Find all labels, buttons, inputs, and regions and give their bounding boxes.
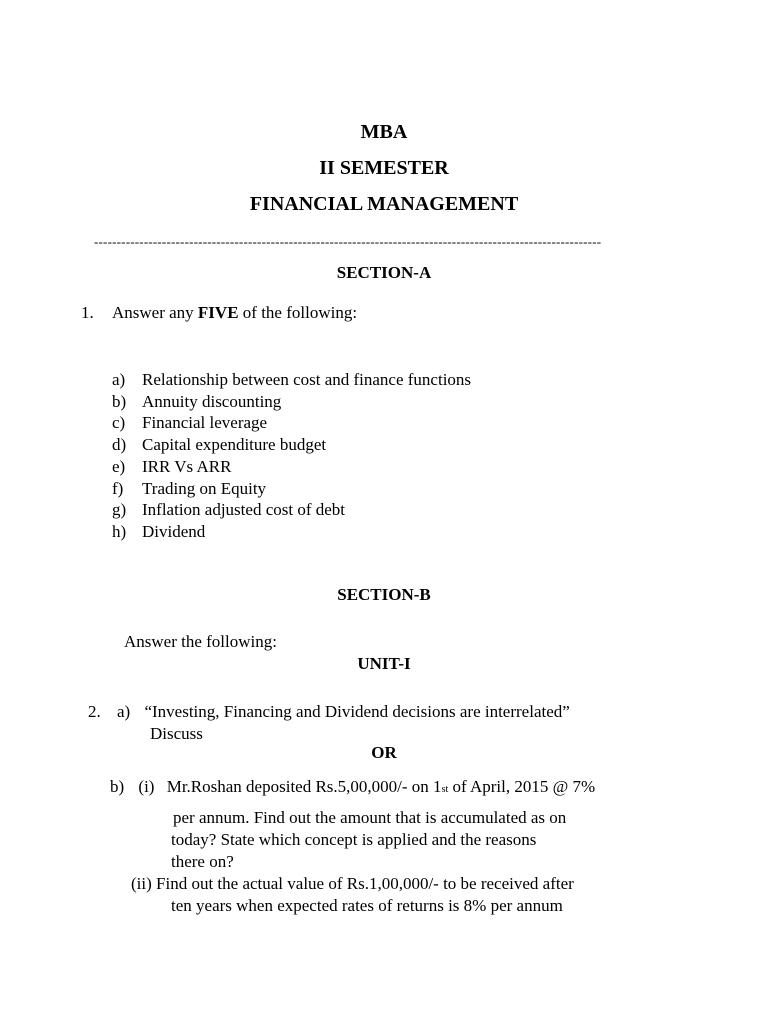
list-item-c <box>112 413 267 433</box>
list-marker: g) <box>112 500 127 519</box>
list-item-a <box>112 370 471 390</box>
sub-question-marker: a) <box>117 702 131 721</box>
question-1 <box>81 303 357 323</box>
question-1-emphasis: FIVE <box>197 303 239 322</box>
list-item-f <box>112 479 266 499</box>
or-separator: OR <box>371 743 397 762</box>
question-2b-ii-line2: ten years when expected rates of returns is 8% per annum <box>171 896 563 915</box>
question-2b-i <box>110 777 595 797</box>
list-item-text: Trading on Equity <box>142 479 267 498</box>
list-item-text: Financial leverage <box>142 413 268 432</box>
list-item-h <box>112 522 205 542</box>
question-number: 1. <box>81 303 94 322</box>
list-item-text: IRR Vs ARR <box>142 457 232 476</box>
question-2a-text: “Investing, Financing and Dividend decisions are interrelated” <box>144 702 570 721</box>
list-item-text: Capital expenditure budget <box>142 435 327 454</box>
list-item-e <box>112 457 231 477</box>
semester-title: II SEMESTER <box>319 157 449 179</box>
list-item-text: Dividend <box>142 522 206 541</box>
list-marker: c) <box>112 413 126 432</box>
list-marker: b) <box>112 392 127 411</box>
list-marker: a) <box>112 370 126 389</box>
section-b-instruction: Answer the following: <box>124 632 277 651</box>
question-2b-i-line2: per annum. Find out the amount that is accumulated as on <box>173 808 567 827</box>
section-a-title: SECTION-A <box>336 263 432 282</box>
question-2b-i-text-after: of April, 2015 @ 7% <box>448 777 596 796</box>
question-2b-i-text <box>167 777 595 796</box>
list-item-text: Inflation adjusted cost of debt <box>142 500 346 519</box>
question-1-suffix: of the following: <box>238 303 358 322</box>
list-item-b <box>112 392 281 412</box>
divider-line: ---------------------------------------------------------------------------------------------------------------- <box>94 234 602 249</box>
list-marker: f) <box>112 479 124 498</box>
section-b-title: SECTION-B <box>337 585 431 604</box>
list-marker: e) <box>112 457 126 476</box>
question-2b-i-line4: there on? <box>171 852 234 871</box>
subject-title: FINANCIAL MANAGEMENT <box>249 193 519 215</box>
question-2a-continuation: Discuss <box>150 724 203 743</box>
ordinal-suffix: st <box>441 784 449 795</box>
question-1-prefix: Answer any <box>112 303 198 322</box>
sub-question-marker: b) <box>110 777 125 796</box>
list-item-text: Annuity discounting <box>142 392 282 411</box>
question-2a <box>88 702 570 722</box>
question-2b-ii-line1: (ii) Find out the actual value of Rs.1,00,000/- to be received after <box>131 874 574 893</box>
list-item-d <box>112 435 326 455</box>
list-item-g <box>112 500 345 520</box>
list-item-text: Relationship between cost and finance functions <box>142 370 472 389</box>
question-number: 2. <box>88 702 101 721</box>
unit-title: UNIT-I <box>357 654 411 673</box>
course-title: MBA <box>360 121 408 143</box>
list-marker: h) <box>112 522 127 541</box>
question-2b-i-line3: today? State which concept is applied and the reasons <box>171 830 537 849</box>
part-marker: (i) <box>138 777 155 796</box>
question-2b-i-text-before: Mr.Roshan deposited Rs.5,00,000/- on 1 <box>166 777 442 796</box>
list-marker: d) <box>112 435 127 454</box>
